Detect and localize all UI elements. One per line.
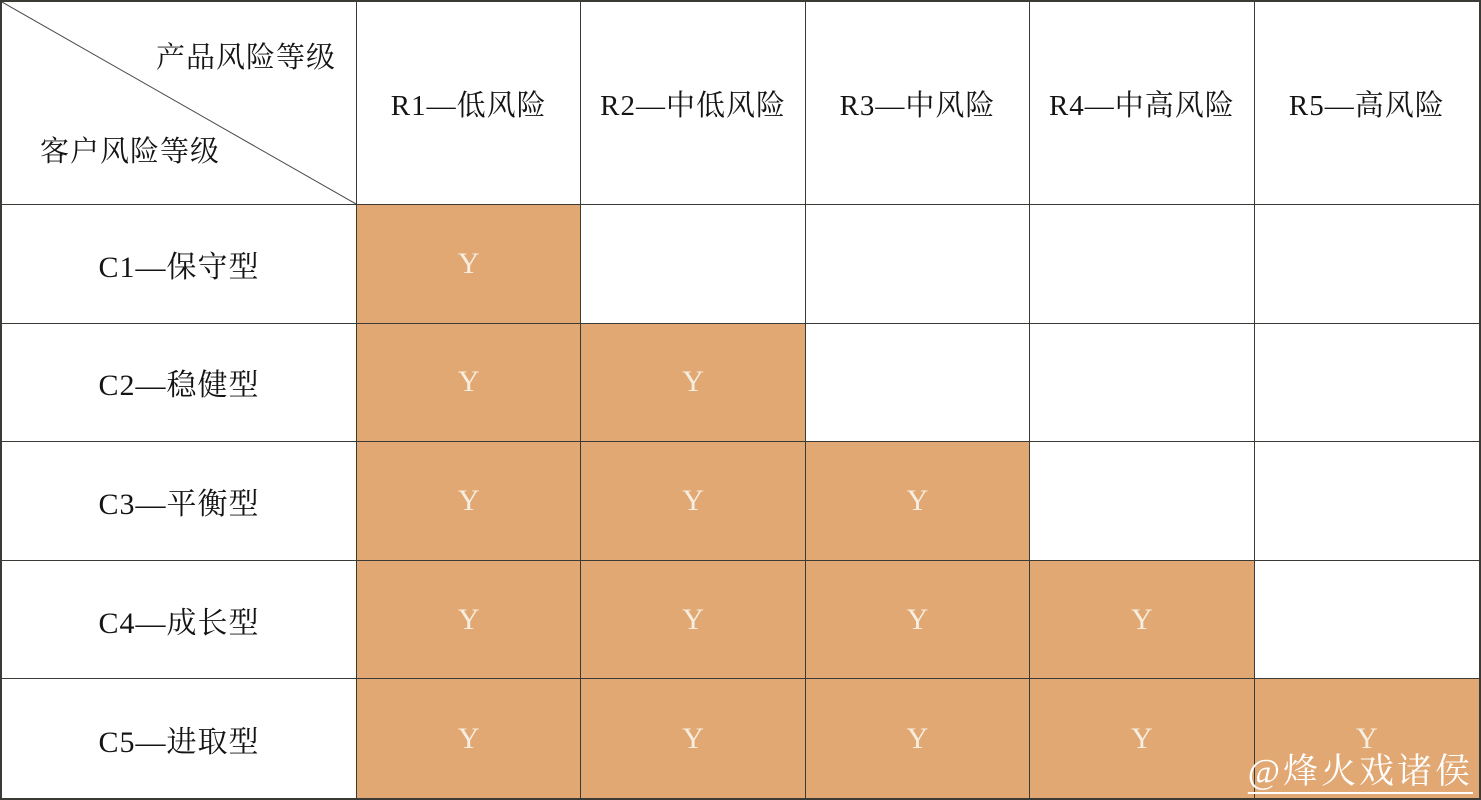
cell-c4-r4: Y — [1030, 561, 1254, 680]
cell-c2-r5 — [1255, 324, 1479, 443]
cell-c4-r1: Y — [357, 561, 581, 680]
cell-c1-r2 — [581, 205, 805, 324]
cell-c3-r4 — [1030, 442, 1254, 561]
watermark-text: @烽火戏诸侯 — [1247, 752, 1473, 791]
column-header-r5: R5—高风险 — [1255, 2, 1479, 205]
row-header-c4: C4—成长型 — [2, 561, 357, 680]
row-header-c1: C1—保守型 — [2, 205, 357, 324]
cell-c5-r2: Y — [581, 679, 805, 798]
cell-c2-r3 — [806, 324, 1030, 443]
cell-c3-r2: Y — [581, 442, 805, 561]
cell-c2-r1: Y — [357, 324, 581, 443]
row-header-c3: C3—平衡型 — [2, 442, 357, 561]
diagonal-divider — [2, 2, 356, 204]
column-axis-label: 产品风险等级 — [155, 42, 336, 74]
cell-c4-r3: Y — [806, 561, 1030, 680]
column-header-r1: R1—低风险 — [357, 2, 581, 205]
cell-c2-r2: Y — [581, 324, 805, 443]
cell-c4-r5 — [1255, 561, 1479, 680]
cell-c4-r2: Y — [581, 561, 805, 680]
cell-c5-r5: Y — [1255, 679, 1479, 798]
row-axis-label: 客户风险等级 — [40, 136, 221, 168]
cell-c5-r3: Y — [806, 679, 1030, 798]
cell-c5-r1: Y — [357, 679, 581, 798]
cell-c1-r4 — [1030, 205, 1254, 324]
row-header-c2: C2—稳健型 — [2, 324, 357, 443]
column-header-r3: R3—中风险 — [806, 2, 1030, 205]
cell-c5-r4: Y — [1030, 679, 1254, 798]
column-header-r2: R2—中低风险 — [581, 2, 805, 205]
table-grid — [2, 2, 1479, 798]
cell-c3-r1: Y — [357, 442, 581, 561]
cell-c2-r4 — [1030, 324, 1254, 443]
cell-c3-r3: Y — [806, 442, 1030, 561]
cell-c3-r5 — [1255, 442, 1479, 561]
cell-c1-r3 — [806, 205, 1030, 324]
cell-c1-r1: Y — [357, 205, 581, 324]
cell-c1-r5 — [1255, 205, 1479, 324]
corner-header-cell — [2, 2, 357, 205]
row-header-c5: C5—进取型 — [2, 679, 357, 798]
column-header-r4: R4—中高风险 — [1030, 2, 1254, 205]
